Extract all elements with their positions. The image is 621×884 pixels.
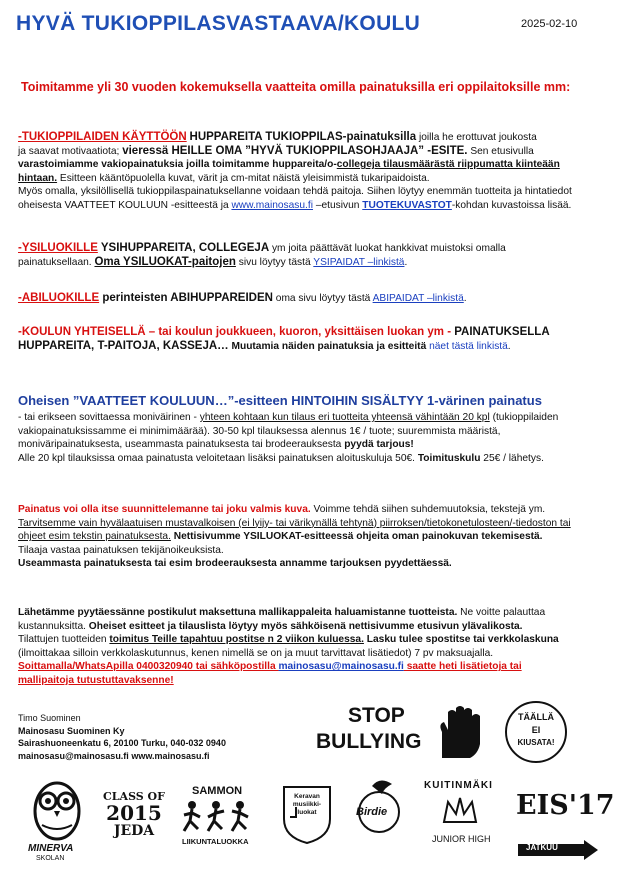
- logo-text: JATKUU: [526, 843, 558, 852]
- crown-icon: [442, 796, 478, 826]
- logo-text: Keravan: [294, 793, 320, 800]
- text-bold: YSIHUPPAREITA, COLLEGEJA: [97, 242, 270, 254]
- text: sivu löytyy tästä: [235, 256, 314, 268]
- ordering-text: [18, 606, 613, 688]
- text-bold: Nettisivumme YSILUOKAT-esitteessä ohjeita oman painokuvan tekemisestä.: [170, 531, 543, 543]
- section-lead-bold: HUPPAREITA TUKIOPPILAS-painatuksilla: [189, 131, 417, 143]
- logo-text: SKOLAN: [36, 855, 65, 862]
- section-koulun-yhteinen: [18, 326, 613, 353]
- text: (tukioppilaiden: [489, 412, 559, 423]
- pricing-text: [18, 411, 613, 465]
- text-bold: Toimituskulu: [417, 452, 481, 464]
- text: Sen etusivulla: [467, 145, 534, 157]
- owl-icon: [24, 775, 90, 845]
- text: Alle 20 kpl tilauksissa omaa painatusta veloitetaan lisäksi painatuksen aloituskuluja 50€.: [18, 452, 418, 464]
- text-red: saatte heti lisätietoja tai: [403, 661, 522, 673]
- hand-stop-icon: [432, 704, 488, 758]
- text-red: Painatus voi olla itse suunnittelemanne tai joku valmis kuva.: [18, 504, 311, 515]
- text: Muutamia näiden painatuksia ja esitteitä: [228, 340, 430, 352]
- text: (ilmoittakaa silloin verkkolaskutunnus, kenen nimellä se on ja muut tarvittavat lisätiedot) 7 pv maksuajalla.: [18, 647, 494, 659]
- text: - tai erikseen sovittaessa moniväirinen -: [18, 412, 200, 423]
- keravan-musiikkiluokat-logo: [282, 783, 332, 845]
- logo-text: 2015: [106, 801, 162, 825]
- contact-address: Sairashuoneenkatu 6, 20100 Turku, 040-032 0940: [18, 738, 226, 748]
- sammon-liikuntaluokka-logo: [170, 785, 258, 851]
- logo-text: musiikki-: [292, 801, 322, 808]
- section-lead: -ABILUOKILLE: [18, 292, 100, 304]
- text: vakiopainatuksissamme ei minimimäärää). 30-50 kpl tilauksessa alennus 1€ / tuote; suuremmista määristä,: [18, 425, 501, 437]
- section-lead: -TUKIOPPILAIDEN KÄYTTÖÖN: [18, 131, 187, 143]
- logo-text: SAMMON: [192, 785, 243, 797]
- text-bold: varastoimiamme vakiopainatuksia joilla toimitamme huppareita/o-: [18, 159, 337, 171]
- text-bold: Oma YSILUOKAT-paitojen: [94, 255, 236, 268]
- text: -kohdan kuvastoissa lisää.: [451, 199, 572, 211]
- text-bold: pyydä tarjous!: [344, 439, 414, 451]
- design-text: [18, 503, 613, 571]
- contact-block: [18, 712, 226, 762]
- text: Myös omalla, yksilöllisellä tukioppilaspainatuksellanne voidaan tehdä paitoja. Siihen löytyy enemmän tuotteita ja hintatiedot: [18, 186, 572, 198]
- section-abiluokat: [18, 292, 613, 306]
- badge-line: TÄÄLLÄ: [518, 712, 554, 722]
- logo-text: Birdie: [356, 806, 388, 818]
- abipaidat-link[interactable]: ABIPAIDAT –linkistä: [372, 293, 464, 304]
- website-link[interactable]: www.mainosasu.fi: [231, 199, 313, 211]
- text: .: [507, 340, 511, 352]
- text: Tilaaja vastaa painatuksen tekijänoikeuksista.: [18, 544, 224, 556]
- text-underlined: Tarvitsemme vain hyvälaatuisen mustavalkoisen (ei lyijy- tai värikynällä tehtynä) piirroksen/tietokonetulosteen/-tiedoston tai: [18, 517, 571, 529]
- section-lead: -YSILUOKILLE: [18, 242, 98, 254]
- minerva-skolan-logo: [24, 775, 90, 867]
- logo-text: LIIKUNTALUOKKA: [182, 837, 249, 846]
- text-underlined: yhteen kohtaan kun tilaus eri tuotteita yhteensä vähintään 20 kpl: [199, 412, 490, 423]
- logo-text: MINERVA: [28, 843, 74, 854]
- text-bold: HUPPAREITA, T-PAITOJA, KASSEJA…: [18, 339, 229, 352]
- badge-line: EI: [531, 725, 541, 735]
- logo-text: EIS'17: [516, 790, 615, 821]
- text-bold: Oheiset esitteet ja tilauslista löytyy myös sähköisenä nettisivumme etusivun ylävalikosta.: [88, 620, 523, 632]
- text-red: Soittamalla/WhatsApilla 0400320940 tai sähköpostilla: [18, 661, 279, 673]
- section-ysiluokat: [18, 242, 613, 269]
- logo-text: JUNIOR HIGH: [432, 834, 491, 844]
- logo-text: JEDA: [113, 823, 155, 839]
- text: Esitteen kääntöpuolella kuvat, värit ja cm-mitat näistä yleisimmistä tukaripaidoista.: [57, 172, 430, 184]
- text: joilla he erottuvat joukosta: [416, 132, 537, 143]
- stop-text: STOP: [348, 704, 405, 727]
- text: .: [463, 293, 467, 304]
- text: oma sivu löytyy tästä: [272, 293, 373, 304]
- runners-icon: [178, 799, 254, 835]
- tuotekuvastot-link[interactable]: TUOTEKUVASTOT: [362, 199, 452, 211]
- stop-bullying-badge: [314, 702, 494, 758]
- logo-text: CLASS OF: [103, 790, 165, 803]
- esitteet-link[interactable]: näet tästä linkistä: [429, 340, 508, 352]
- birdie-logo: [348, 778, 410, 840]
- contact-email[interactable]: mainosasu@mainosasu.fi: [18, 750, 129, 761]
- eis17-logo: [516, 790, 615, 862]
- ysipaidat-link[interactable]: YSIPAIDAT –linkistä: [313, 256, 405, 268]
- class-of-2015-logo: [103, 790, 165, 850]
- text: ym joita päättävät luokat hankkivat muistoksi omalla: [269, 243, 506, 254]
- kuitinmaki-junior-high-logo: [418, 778, 502, 860]
- text: .: [404, 256, 408, 268]
- text-bold: Lähetämme pyytäessänne postikulut maksettuna mallikappaleita haluamistanne tuotteista.: [18, 607, 458, 618]
- contact-name: Timo Suominen: [18, 713, 81, 723]
- text: moniväripainatuksesta, useammasta painatuksesta tai brodeerauksesta: [18, 439, 345, 451]
- text: 25€ / lähetys.: [480, 452, 544, 464]
- text-bold: Lasku tulee spostitse tai verkkolaskuna: [363, 634, 559, 646]
- page-title: HYVÄ TUKIOPPILASVASTAAVA/KOULU: [16, 12, 421, 35]
- contact-company: Mainosasu Suominen Ky: [18, 725, 125, 736]
- logo-text: KUITINMÄKI: [424, 780, 493, 791]
- text: oheisesta VAATTEET KOULUUN -esitteestä ja: [18, 199, 232, 211]
- logo-text: luokat: [297, 809, 317, 816]
- text-bold: toimitus Teille tapahtuu postitse n 2 viikon kuluessa.: [109, 634, 364, 646]
- bullying-text: BULLYING: [316, 730, 422, 753]
- text-bold: Useammasta painatuksesta tai esim brodeerauksesta annamme tarjouksen pyydettäessä.: [18, 558, 452, 570]
- text: –etusivun: [312, 199, 363, 211]
- text: painatuksellaan.: [18, 256, 95, 268]
- text: Tilattujen tuotteiden: [18, 634, 110, 646]
- text-bold: hintaan.: [18, 172, 58, 184]
- taalla-ei-kiusata-badge: [504, 700, 568, 764]
- contact-web[interactable]: www.mainosasu.fi: [131, 750, 210, 761]
- text-bold: vieressä HEILLE OMA ”HYVÄ TUKIOPPILASOHJAAJA” -ESITE.: [122, 144, 468, 157]
- section-lead: -KOULUN YHTEISELLÄ – tai koulun joukkueen, kuoron, yksittäisen luokan ym -: [18, 326, 452, 338]
- text-bold: perinteisten ABIHUPPAREIDEN: [99, 292, 273, 304]
- text-red: mallipaitoja tutustuttavaksenne!: [18, 674, 174, 686]
- text-bold: PAINATUKSELLA: [451, 326, 550, 338]
- badge-line: KIUSATA!: [517, 738, 555, 747]
- text: ja saavat motivaatiota;: [18, 145, 123, 157]
- pricing-heading: Oheisen ”VAATTEET KOULUUN…”-esitteen HINTOIHIN SISÄLTYY 1-värinen painatus: [18, 393, 542, 408]
- section-tukioppilaat: [18, 131, 613, 213]
- intro-text: Toimitamme yli 30 vuoden kokemuksella vaatteita omilla painatuksilla eri oppilaitoksille mm:: [21, 80, 571, 94]
- document-date: 2025-02-10: [521, 18, 578, 30]
- text-bold: collegeja tilausmäärästä riippumatta kiinteään: [336, 159, 560, 171]
- text: kustannuksitta.: [18, 620, 89, 632]
- text-underlined: ohjeet esim tekstin painatuksesta.: [18, 531, 171, 543]
- text: Voimme tehdä siihen suhdemuutoksia, tekstejä ym.: [310, 504, 546, 515]
- text: Ne voitte palauttaa: [457, 607, 546, 618]
- email-link[interactable]: mainosasu@mainosasu.fi: [278, 661, 404, 673]
